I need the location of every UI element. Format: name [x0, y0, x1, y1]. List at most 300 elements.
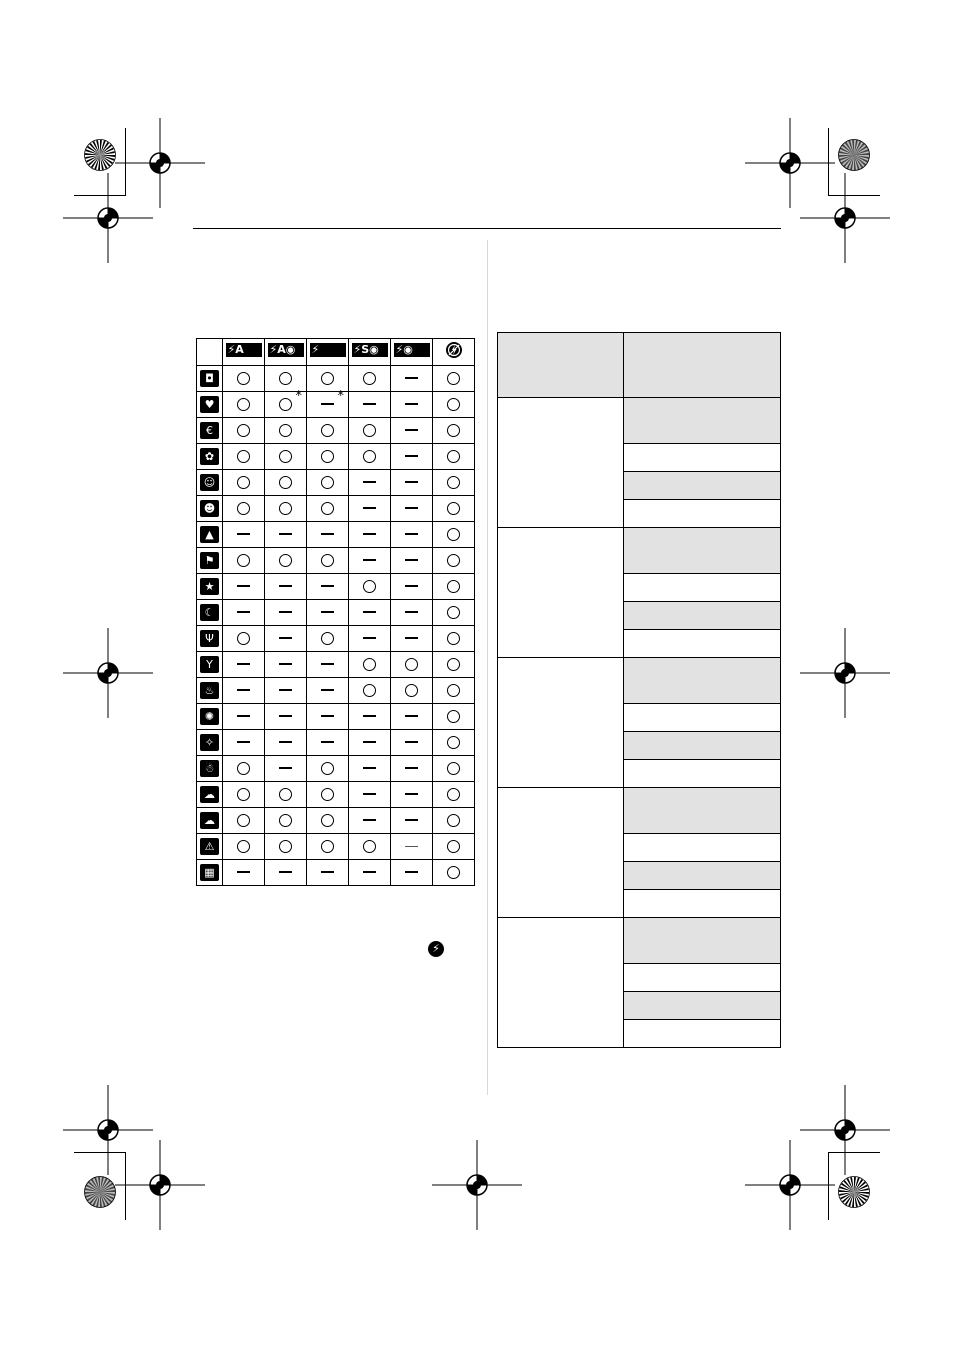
setting-cell — [624, 574, 781, 602]
availability-mark — [447, 526, 460, 542]
soft-skin-icon: ☻ — [200, 500, 219, 517]
available-mark — [237, 554, 250, 567]
availability-cell — [391, 574, 433, 600]
available-mark — [447, 840, 460, 853]
color-target-icon — [84, 1176, 116, 1208]
header-forced-on: ⚡ — [307, 339, 349, 366]
availability-mark — [279, 422, 292, 438]
availability-mark — [405, 682, 418, 698]
availability-cell — [391, 496, 433, 522]
unavailable-mark — [321, 585, 334, 587]
available-mark — [279, 476, 292, 489]
available-mark — [447, 502, 460, 515]
availability-cell — [391, 652, 433, 678]
available-mark — [321, 554, 334, 567]
unavailable-mark — [237, 533, 250, 535]
available-mark — [237, 398, 250, 411]
availability-mark — [405, 578, 418, 594]
availability-cell — [307, 808, 349, 834]
availability-cell — [391, 548, 433, 574]
availability-cell — [349, 574, 391, 600]
unavailable-mark — [321, 715, 334, 717]
availability-mark — [405, 396, 418, 412]
availability-cell — [307, 652, 349, 678]
availability-cell — [433, 470, 475, 496]
setting-cell — [624, 630, 781, 658]
availability-mark — [405, 448, 418, 464]
availability-cell — [307, 834, 349, 860]
availability-mark — [405, 552, 418, 568]
availability-mark — [363, 422, 376, 438]
scene-mode-cell — [197, 444, 223, 470]
availability-mark — [237, 422, 250, 438]
available-mark — [447, 424, 460, 437]
availability-mark — [279, 578, 292, 594]
availability-cell — [433, 522, 475, 548]
availability-cell — [433, 496, 475, 522]
availability-cell — [349, 444, 391, 470]
availability-mark — [321, 500, 334, 516]
unavailable-mark — [279, 741, 292, 743]
availability-cell — [265, 808, 307, 834]
available-mark — [447, 398, 460, 411]
unavailable-mark — [405, 455, 418, 457]
availability-mark — [321, 786, 334, 802]
availability-cell — [223, 626, 265, 652]
availability-mark — [237, 864, 250, 880]
unavailable-mark — [279, 689, 292, 691]
unavailable-mark — [279, 585, 292, 587]
availability-mark — [447, 500, 460, 516]
night-scenery-icon: ☾ — [200, 604, 219, 621]
availability-cell — [433, 600, 475, 626]
availability-mark — [321, 552, 334, 568]
available-mark — [279, 788, 292, 801]
availability-cell — [223, 756, 265, 782]
availability-mark — [363, 448, 376, 464]
availability-cell — [349, 496, 391, 522]
availability-cell — [265, 522, 307, 548]
availability-mark — [447, 422, 460, 438]
setting-cell — [624, 500, 781, 528]
table-row — [197, 756, 475, 782]
availability-cell — [391, 730, 433, 756]
available-mark — [321, 476, 334, 489]
availability-cell — [223, 522, 265, 548]
unavailable-mark — [363, 611, 376, 613]
availability-mark — [279, 812, 292, 828]
scene-mode-cell — [197, 678, 223, 704]
availability-mark — [279, 474, 292, 490]
unavailable-mark — [405, 871, 418, 873]
availability-mark — [321, 838, 334, 854]
availability-cell — [391, 626, 433, 652]
unavailable-mark — [279, 637, 292, 639]
unavailable-mark — [363, 741, 376, 743]
availability-cell — [391, 678, 433, 704]
scene-mode-cell — [197, 730, 223, 756]
table-row — [197, 860, 475, 886]
availability-mark — [405, 812, 418, 828]
availability-cell — [349, 704, 391, 730]
availability-cell — [433, 626, 475, 652]
registration-mark-icon — [800, 628, 890, 718]
unavailable-mark — [321, 533, 334, 535]
availability-mark — [237, 396, 250, 412]
availability-mark — [279, 370, 292, 386]
availability-cell — [265, 418, 307, 444]
availability-mark — [321, 448, 334, 464]
availability-cell — [391, 392, 433, 418]
available-mark — [447, 658, 460, 671]
availability-cell — [433, 652, 475, 678]
color-target-icon — [838, 139, 870, 171]
available-mark — [363, 840, 376, 853]
available-mark — [321, 762, 334, 775]
availability-cell — [349, 808, 391, 834]
available-mark — [447, 606, 460, 619]
setting-cell — [624, 918, 781, 964]
table-row — [498, 788, 781, 834]
availability-cell — [433, 366, 475, 392]
scene-mode-cell — [197, 574, 223, 600]
availability-mark — [237, 474, 250, 490]
availability-mark — [237, 578, 250, 594]
setting-cell — [624, 398, 781, 444]
setting-cell — [624, 444, 781, 472]
unavailable-mark — [363, 715, 376, 717]
availability-cell — [391, 470, 433, 496]
available-mark — [405, 658, 418, 671]
unavailable-mark — [405, 429, 418, 431]
availability-cell — [349, 626, 391, 652]
availability-mark — [279, 708, 292, 724]
available-mark — [237, 372, 250, 385]
availability-cell — [307, 704, 349, 730]
availability-mark — [363, 370, 376, 386]
scene-mode-cell — [197, 470, 223, 496]
available-mark — [279, 554, 292, 567]
header-forced-off — [433, 339, 475, 366]
setting-cell — [624, 1020, 781, 1048]
availability-mark — [321, 812, 334, 828]
available-mark — [447, 684, 460, 697]
availability-cell — [223, 730, 265, 756]
availability-cell — [349, 782, 391, 808]
availability-mark — [363, 812, 376, 828]
availability-cell — [307, 626, 349, 652]
availability-cell — [265, 782, 307, 808]
table-row — [197, 444, 475, 470]
table-row — [197, 704, 475, 730]
header-auto-red-eye: ⚡A◉ — [265, 339, 307, 366]
table-row — [498, 528, 781, 574]
table-row — [197, 366, 475, 392]
availability-cell — [391, 782, 433, 808]
available-mark — [447, 528, 460, 541]
flash-off-icon — [445, 341, 463, 359]
availability-mark — [447, 552, 460, 568]
settings-table — [497, 332, 781, 1048]
table-row — [197, 548, 475, 574]
available-mark — [321, 424, 334, 437]
setting-cell — [624, 788, 781, 834]
heart-icon: ♥ — [200, 396, 219, 413]
availability-cell — [307, 678, 349, 704]
unavailable-mark — [405, 611, 418, 613]
availability-cell — [223, 366, 265, 392]
availability-cell — [349, 860, 391, 886]
availability-mark — [321, 864, 334, 880]
available-mark — [321, 502, 334, 515]
available-mark — [447, 554, 460, 567]
available-mark — [363, 450, 376, 463]
availability-mark — [405, 656, 418, 672]
right-table-header — [498, 333, 781, 398]
unavailable-mark — [405, 846, 418, 847]
table-row — [197, 730, 475, 756]
table-row — [197, 392, 475, 418]
unavailable-mark — [279, 611, 292, 613]
availability-mark — [321, 388, 344, 412]
availability-cell — [307, 444, 349, 470]
available-mark — [279, 840, 292, 853]
footnote-star: * — [295, 388, 302, 404]
unavailable-mark — [279, 533, 292, 535]
availability-cell — [307, 782, 349, 808]
availability-cell — [265, 600, 307, 626]
available-mark — [447, 632, 460, 645]
availability-mark — [363, 552, 376, 568]
unavailable-mark — [321, 741, 334, 743]
availability-mark — [405, 422, 418, 438]
availability-cell — [307, 388, 349, 418]
scenery-icon: ▲ — [200, 526, 219, 543]
setting-cell — [624, 732, 781, 760]
right-header-cell-2 — [624, 333, 781, 398]
unavailable-mark — [279, 663, 292, 665]
availability-cell — [433, 782, 475, 808]
availability-mark — [447, 370, 460, 386]
table-row — [197, 652, 475, 678]
table-row — [197, 834, 475, 860]
availability-cell — [433, 678, 475, 704]
availability-mark — [405, 708, 418, 724]
unavailable-mark — [321, 663, 334, 665]
unavailable-mark — [363, 533, 376, 535]
availability-mark — [279, 786, 292, 802]
available-mark — [237, 502, 250, 515]
header-slow-sync-red-eye: ⚡S◉ — [349, 339, 391, 366]
available-mark — [447, 788, 460, 801]
table-row — [498, 658, 781, 704]
unavailable-mark — [237, 611, 250, 613]
availability-mark — [321, 474, 334, 490]
availability-cell — [265, 626, 307, 652]
availability-cell — [433, 808, 475, 834]
availability-mark — [363, 474, 376, 490]
scene-mode-cell — [197, 600, 223, 626]
unavailable-mark — [363, 481, 376, 483]
availability-cell — [223, 574, 265, 600]
availability-mark — [447, 708, 460, 724]
availability-mark — [321, 708, 334, 724]
availability-cell — [223, 548, 265, 574]
availability-mark — [237, 682, 250, 698]
available-mark — [321, 372, 334, 385]
availability-cell — [433, 444, 475, 470]
motion-picture-icon: ▦ — [200, 864, 219, 881]
available-mark — [321, 450, 334, 463]
availability-cell — [223, 704, 265, 730]
availability-mark — [363, 838, 376, 854]
availability-cell — [265, 860, 307, 886]
registration-mark-icon — [800, 173, 890, 263]
availability-cell — [349, 366, 391, 392]
unavailable-mark — [405, 637, 418, 639]
availability-mark — [447, 474, 460, 490]
availability-mark — [405, 838, 418, 854]
group-label-cell — [498, 658, 624, 788]
registration-mark-icon — [745, 1140, 835, 1230]
availability-cell — [391, 444, 433, 470]
availability-mark — [363, 786, 376, 802]
availability-mark — [279, 864, 292, 880]
registration-mark-icon — [63, 628, 153, 718]
availability-cell — [349, 392, 391, 418]
snow-icon: ☃ — [200, 760, 219, 777]
availability-mark — [321, 760, 334, 776]
availability-mark — [279, 760, 292, 776]
table-row — [197, 678, 475, 704]
availability-mark — [405, 786, 418, 802]
unavailable-mark — [405, 585, 418, 587]
availability-cell — [307, 860, 349, 886]
availability-mark — [447, 760, 460, 776]
availability-mark — [321, 526, 334, 542]
available-mark — [237, 424, 250, 437]
availability-mark — [279, 838, 292, 854]
scene-mode-cell — [197, 392, 223, 418]
availability-cell — [307, 756, 349, 782]
table-row — [197, 574, 475, 600]
unavailable-mark — [405, 533, 418, 535]
unavailable-mark — [363, 871, 376, 873]
availability-mark — [405, 474, 418, 490]
unavailable-mark — [321, 689, 334, 691]
scene-mode-cell — [197, 626, 223, 652]
table-row — [197, 600, 475, 626]
unavailable-mark — [321, 871, 334, 873]
availability-mark — [447, 448, 460, 464]
scene-mode-cell — [197, 808, 223, 834]
availability-cell — [391, 418, 433, 444]
unavailable-mark — [405, 507, 418, 509]
availability-mark — [405, 370, 418, 386]
availability-cell — [391, 808, 433, 834]
unavailable-mark — [321, 403, 334, 405]
scene-mode-cell — [197, 366, 223, 392]
available-mark — [237, 762, 250, 775]
availability-mark — [321, 656, 334, 672]
table-header-row — [197, 339, 475, 366]
availability-mark — [279, 630, 292, 646]
availability-cell — [391, 860, 433, 886]
availability-mark — [321, 630, 334, 646]
unavailable-mark — [279, 715, 292, 717]
availability-mark — [447, 734, 460, 750]
availability-mark — [363, 656, 376, 672]
availability-mark — [237, 656, 250, 672]
availability-cell — [223, 444, 265, 470]
availability-cell — [349, 522, 391, 548]
available-mark — [447, 736, 460, 749]
available-mark — [321, 788, 334, 801]
available-mark — [279, 450, 292, 463]
availability-cell — [265, 834, 307, 860]
unavailable-mark — [363, 767, 376, 769]
availability-cell — [307, 548, 349, 574]
availability-mark — [237, 370, 250, 386]
availability-cell — [223, 678, 265, 704]
availability-cell — [433, 834, 475, 860]
availability-cell — [265, 444, 307, 470]
camera-icon: ◘ — [200, 370, 219, 387]
availability-cell — [349, 418, 391, 444]
availability-mark — [237, 786, 250, 802]
availability-cell — [391, 756, 433, 782]
availability-mark — [363, 604, 376, 620]
availability-mark — [447, 604, 460, 620]
unavailable-mark — [405, 403, 418, 405]
available-mark — [447, 372, 460, 385]
availability-mark — [321, 734, 334, 750]
setting-cell — [624, 890, 781, 918]
group-label-cell — [498, 918, 624, 1048]
scene-mode-cell — [197, 834, 223, 860]
availability-mark — [363, 578, 376, 594]
availability-mark — [363, 708, 376, 724]
party-icon: Y — [200, 656, 219, 673]
unavailable-mark — [237, 585, 250, 587]
availability-cell — [223, 418, 265, 444]
available-mark — [237, 450, 250, 463]
available-mark — [237, 788, 250, 801]
available-mark — [237, 840, 250, 853]
availability-cell — [349, 730, 391, 756]
setting-cell — [624, 602, 781, 630]
setting-cell — [624, 760, 781, 788]
availability-cell — [307, 522, 349, 548]
availability-mark — [447, 656, 460, 672]
availability-cell — [391, 522, 433, 548]
scene-mode-cell — [197, 652, 223, 678]
availability-mark — [447, 786, 460, 802]
portrait-icon: ☺ — [200, 474, 219, 491]
column-divider — [487, 240, 488, 1095]
registration-mark-icon — [432, 1140, 522, 1230]
availability-cell — [391, 600, 433, 626]
availability-mark — [237, 604, 250, 620]
availability-cell — [265, 730, 307, 756]
table-row — [197, 418, 475, 444]
available-mark — [405, 684, 418, 697]
availability-cell — [307, 574, 349, 600]
available-mark — [279, 372, 292, 385]
unavailable-mark — [405, 819, 418, 821]
availability-mark — [279, 656, 292, 672]
right-header-cell-1 — [498, 333, 624, 398]
